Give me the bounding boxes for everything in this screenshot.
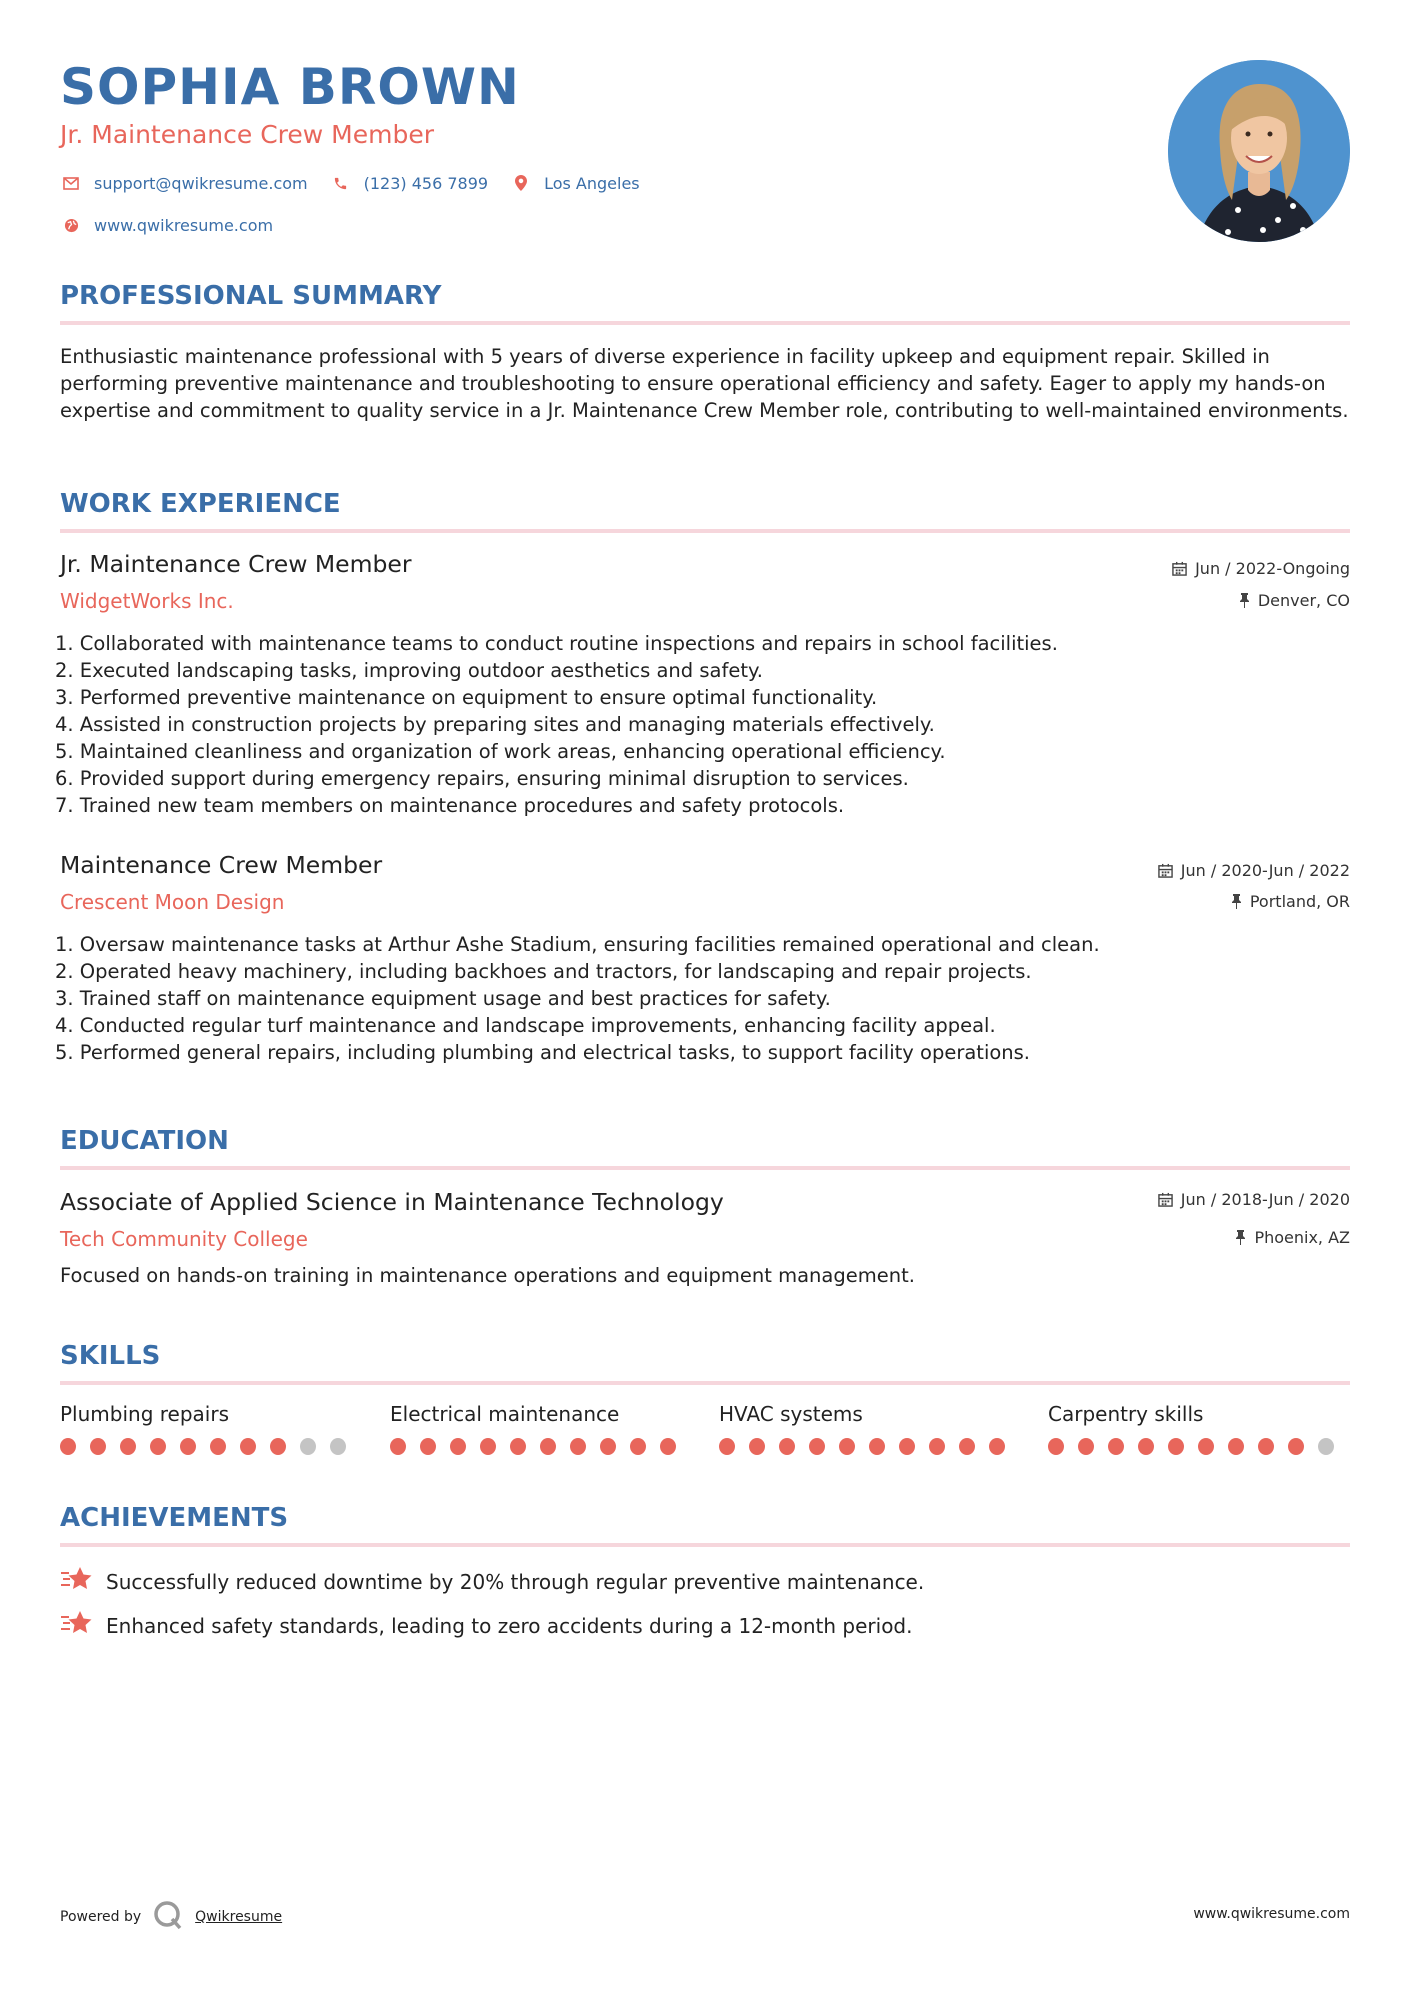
rating-dot-filled — [1198, 1438, 1214, 1455]
powered-by-label: Powered by — [60, 1909, 142, 1925]
rating-dot-filled — [660, 1438, 676, 1455]
rating-dot-filled — [180, 1438, 196, 1455]
job-location — [1239, 591, 1350, 610]
skill-name: Carpentry skills — [1048, 1402, 1204, 1426]
job-dates — [1172, 559, 1350, 578]
rating-dot-filled — [719, 1438, 735, 1455]
rating-dot-filled — [630, 1438, 646, 1455]
rating-dot-filled — [779, 1438, 795, 1455]
job-role: Maintenance Crew Member — [60, 851, 383, 879]
education-location — [1235, 1228, 1350, 1247]
rating-dot-filled — [929, 1438, 945, 1455]
education-dates-text: Jun / 2018-Jun / 2020 — [1180, 1190, 1350, 1209]
list-item: 1. Collaborated with maintenance teams to conduct routine inspections and repairs in school facilities. — [55, 632, 1058, 655]
qwikresume-logo-icon — [153, 1900, 183, 1934]
rating-dot-filled — [1108, 1438, 1124, 1455]
rating-dot-filled — [540, 1438, 556, 1455]
rating-dot-filled — [869, 1438, 885, 1455]
list-item: 5. Maintained cleanliness and organization of work areas, enhancing operational efficiency. — [55, 740, 946, 763]
job-dates — [1158, 861, 1350, 880]
achievement-text: Successfully reduced downtime by 20% through regular preventive maintenance. — [106, 1569, 925, 1594]
rating-dot-empty — [300, 1438, 316, 1455]
email-link[interactable]: support@qwikresume.com — [94, 173, 308, 193]
pin-icon — [1239, 593, 1250, 608]
website-link[interactable]: www.qwikresume.com — [94, 215, 274, 235]
map-pin-icon — [510, 172, 532, 194]
skill-item — [60, 1402, 360, 1455]
rating-dot-filled — [899, 1438, 915, 1455]
rating-dot-filled — [749, 1438, 765, 1455]
job-dates-text: Jun / 2020-Jun / 2022 — [1180, 861, 1350, 880]
pin-icon — [1235, 1230, 1246, 1245]
list-item: 4. Conducted regular turf maintenance and landscape improvements, enhancing facility appeal. — [55, 1014, 996, 1037]
list-item: 1. Oversaw maintenance tasks at Arthur Ashe Stadium, ensuring facilities remained operational and clean. — [55, 933, 1100, 956]
rating-dot-filled — [1228, 1438, 1244, 1455]
list-item: 5. Performed general repairs, including plumbing and electrical tasks, to support facility operations. — [55, 1041, 1031, 1064]
skills-heading: SKILLS — [60, 1341, 161, 1371]
job-location-text: Portland, OR — [1249, 892, 1350, 911]
rating-dot-filled — [120, 1438, 136, 1455]
rating-dot-filled — [1168, 1438, 1184, 1455]
job-bullets — [55, 630, 1345, 819]
rating-dot-filled — [480, 1438, 496, 1455]
footer-url[interactable]: www.qwikresume.com — [1193, 1906, 1350, 1922]
calendar-icon — [1158, 1192, 1173, 1207]
skill-rating — [719, 1438, 1019, 1455]
location-text: Los Angeles — [544, 173, 640, 193]
brand-link[interactable]: Qwikresume — [195, 1909, 283, 1925]
divider — [60, 321, 1350, 325]
rating-dot-filled — [510, 1438, 526, 1455]
rating-dot-filled — [240, 1438, 256, 1455]
rating-dot-filled — [570, 1438, 586, 1455]
job-company: WidgetWorks Inc. — [60, 589, 234, 613]
website-row — [60, 214, 273, 236]
school-name: Tech Community College — [60, 1227, 308, 1251]
skill-rating — [390, 1438, 690, 1455]
skill-name: HVAC systems — [719, 1402, 863, 1426]
list-item: 4. Assisted in construction projects by preparing sites and managing materials effectively. — [55, 713, 935, 736]
footer-powered-by — [60, 1900, 282, 1934]
list-item: 7. Trained new team members on maintenance procedures and safety protocols. — [55, 794, 845, 817]
list-item: 3. Trained staff on maintenance equipment usage and best practices for safety. — [55, 987, 831, 1010]
rating-dot-filled — [60, 1438, 76, 1455]
star-icon — [60, 1565, 94, 1598]
candidate-title: Jr. Maintenance Crew Member — [60, 120, 434, 149]
rating-dot-empty — [1318, 1438, 1334, 1455]
rating-dot-filled — [989, 1438, 1005, 1455]
summary-heading: PROFESSIONAL SUMMARY — [60, 281, 442, 311]
rating-dot-filled — [420, 1438, 436, 1455]
achievements-heading: ACHIEVEMENTS — [60, 1503, 289, 1533]
education-dates — [1158, 1190, 1350, 1209]
summary-text: Enthusiastic maintenance professional with 5 years of diverse experience in facility upkeep and equipment repair. Skilled in performing preventive maintenance and troubleshooting to ensure operational efficiency and safety. Eager to apply my hands-on expertise and commitment to quality service in a Jr. Maintenance Crew Member role, contributing to well-maintained environments. — [60, 345, 1349, 422]
divider — [60, 1381, 1350, 1385]
experience-heading: WORK EXPERIENCE — [60, 489, 341, 519]
job-company: Crescent Moon Design — [60, 890, 285, 914]
rating-dot-empty — [330, 1438, 346, 1455]
rating-dot-filled — [450, 1438, 466, 1455]
skill-rating — [1048, 1438, 1348, 1455]
job-location — [1231, 892, 1350, 911]
rating-dot-filled — [270, 1438, 286, 1455]
skill-rating — [60, 1438, 360, 1455]
globe-icon — [60, 214, 82, 236]
job-bullets — [55, 931, 1345, 1066]
phone-icon — [330, 172, 352, 194]
divider — [60, 1543, 1350, 1547]
phone-number[interactable]: (123) 456 7899 — [363, 173, 489, 193]
rating-dot-filled — [90, 1438, 106, 1455]
education-location-text: Phoenix, AZ — [1254, 1228, 1350, 1247]
rating-dot-filled — [600, 1438, 616, 1455]
rating-dot-filled — [1138, 1438, 1154, 1455]
skill-item — [719, 1402, 1019, 1455]
divider — [60, 1166, 1350, 1170]
list-item: 6. Provided support during emergency repairs, ensuring minimal disruption to services. — [55, 767, 909, 790]
skill-item — [390, 1402, 690, 1455]
rating-dot-filled — [1048, 1438, 1064, 1455]
job-role: Jr. Maintenance Crew Member — [60, 550, 412, 578]
education-heading: EDUCATION — [60, 1126, 229, 1156]
skill-name: Electrical maintenance — [390, 1402, 620, 1426]
calendar-icon — [1158, 863, 1173, 878]
degree-title: Associate of Applied Science in Maintenance Technology — [60, 1188, 724, 1216]
calendar-icon — [1172, 561, 1187, 576]
achievement-item — [60, 1609, 912, 1642]
mail-icon — [60, 172, 82, 194]
contact-row — [60, 172, 640, 194]
rating-dot-filled — [839, 1438, 855, 1455]
skill-item — [1048, 1402, 1348, 1455]
rating-dot-filled — [809, 1438, 825, 1455]
skill-name: Plumbing repairs — [60, 1402, 229, 1426]
rating-dot-filled — [1078, 1438, 1094, 1455]
rating-dot-filled — [1288, 1438, 1304, 1455]
list-item: 2. Executed landscaping tasks, improving outdoor aesthetics and safety. — [55, 659, 763, 682]
rating-dot-filled — [210, 1438, 226, 1455]
candidate-name: SOPHIA BROWN — [60, 58, 520, 116]
rating-dot-filled — [390, 1438, 406, 1455]
education-description: Focused on hands-on training in maintenance operations and equipment management. — [60, 1264, 915, 1287]
rating-dot-filled — [150, 1438, 166, 1455]
job-location-text: Denver, CO — [1257, 591, 1350, 610]
pin-icon — [1231, 894, 1242, 909]
rating-dot-filled — [1258, 1438, 1274, 1455]
rating-dot-filled — [959, 1438, 975, 1455]
star-icon — [60, 1609, 94, 1642]
achievement-text: Enhanced safety standards, leading to zero accidents during a 12-month period. — [106, 1613, 913, 1638]
divider — [60, 529, 1350, 533]
job-dates-text: Jun / 2022-Ongoing — [1195, 559, 1350, 578]
achievement-item — [60, 1565, 924, 1598]
list-item: 2. Operated heavy machinery, including backhoes and tractors, for landscaping and repair projects. — [55, 960, 1032, 983]
list-item: 3. Performed preventive maintenance on equipment to ensure optimal functionality. — [55, 686, 878, 709]
profile-photo — [1168, 60, 1350, 242]
